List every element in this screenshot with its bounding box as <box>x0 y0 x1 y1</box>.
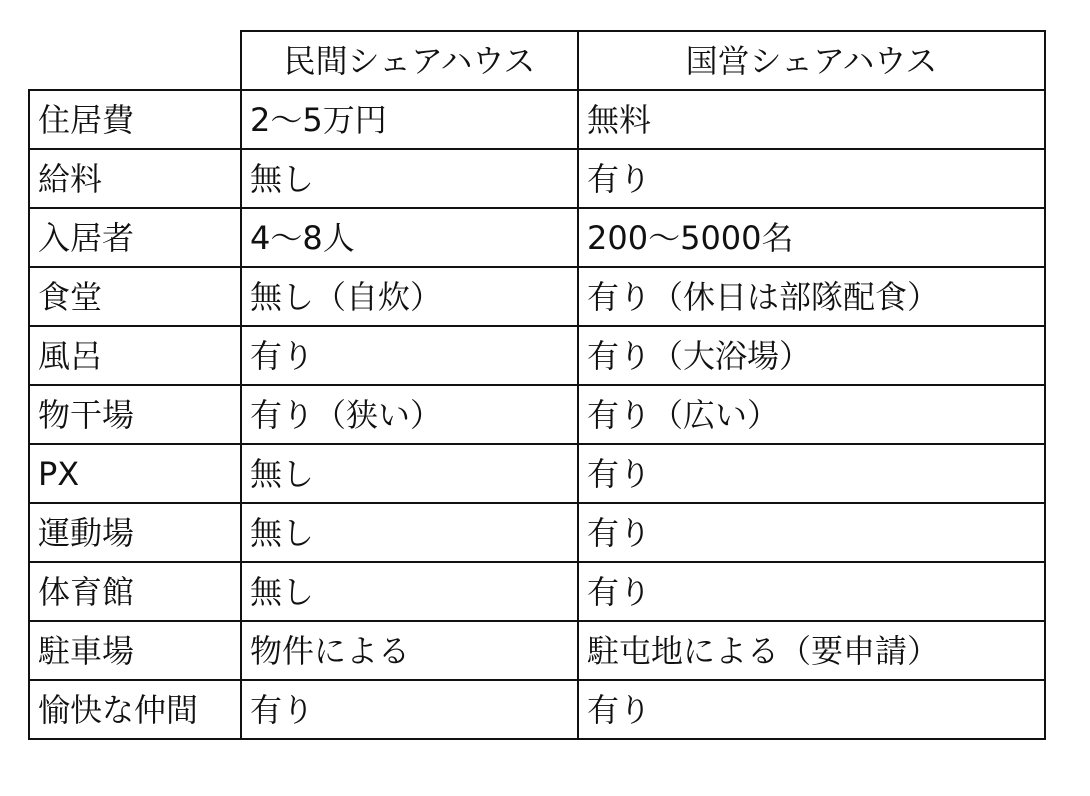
comparison-table <box>28 30 1046 740</box>
corner-cell <box>29 31 241 90</box>
national-value-cell: 駐屯地による（要申請） <box>578 621 1045 680</box>
national-value-cell: 有り <box>578 444 1045 503</box>
national-value-cell: 200〜5000名 <box>578 208 1045 267</box>
national-value-cell: 有り <box>578 562 1045 621</box>
private-value-cell: 無し（自炊） <box>241 267 578 326</box>
row-label-cell: 運動場 <box>29 503 241 562</box>
private-value-cell: 無し <box>241 149 578 208</box>
private-value-cell: 物件による <box>241 621 578 680</box>
row-label-cell: 体育館 <box>29 562 241 621</box>
row-label-cell: PX <box>29 444 241 503</box>
table-row <box>29 444 1045 503</box>
private-value-cell: 有り（狭い） <box>241 385 578 444</box>
row-label-cell: 風呂 <box>29 326 241 385</box>
private-value-cell: 無し <box>241 444 578 503</box>
private-value-cell: 無し <box>241 503 578 562</box>
national-value-cell: 有り（休日は部隊配食） <box>578 267 1045 326</box>
row-label-cell: 住居費 <box>29 90 241 149</box>
table-row <box>29 149 1045 208</box>
national-value-cell: 無料 <box>578 90 1045 149</box>
private-value-cell: 有り <box>241 680 578 739</box>
national-value-cell: 有り <box>578 149 1045 208</box>
table-row <box>29 621 1045 680</box>
header-row <box>29 31 1045 90</box>
national-value-cell: 有り <box>578 503 1045 562</box>
row-label-cell: 食堂 <box>29 267 241 326</box>
row-label-cell: 駐車場 <box>29 621 241 680</box>
row-label-cell: 入居者 <box>29 208 241 267</box>
table-row <box>29 385 1045 444</box>
table-body <box>29 31 1045 739</box>
private-value-cell: 有り <box>241 326 578 385</box>
private-value-cell: 無し <box>241 562 578 621</box>
header-private-sharehouse: 民間シェアハウス <box>241 31 578 90</box>
private-value-cell: 4〜8人 <box>241 208 578 267</box>
national-value-cell: 有り（大浴場） <box>578 326 1045 385</box>
national-value-cell: 有り <box>578 680 1045 739</box>
table-row <box>29 562 1045 621</box>
table-row <box>29 267 1045 326</box>
national-value-cell: 有り（広い） <box>578 385 1045 444</box>
table-row <box>29 208 1045 267</box>
header-national-sharehouse: 国営シェアハウス <box>578 31 1045 90</box>
table-row <box>29 326 1045 385</box>
private-value-cell: 2〜5万円 <box>241 90 578 149</box>
table-row <box>29 90 1045 149</box>
table-row <box>29 503 1045 562</box>
table-row <box>29 680 1045 739</box>
row-label-cell: 物干場 <box>29 385 241 444</box>
row-label-cell: 給料 <box>29 149 241 208</box>
row-label-cell: 愉快な仲間 <box>29 680 241 739</box>
